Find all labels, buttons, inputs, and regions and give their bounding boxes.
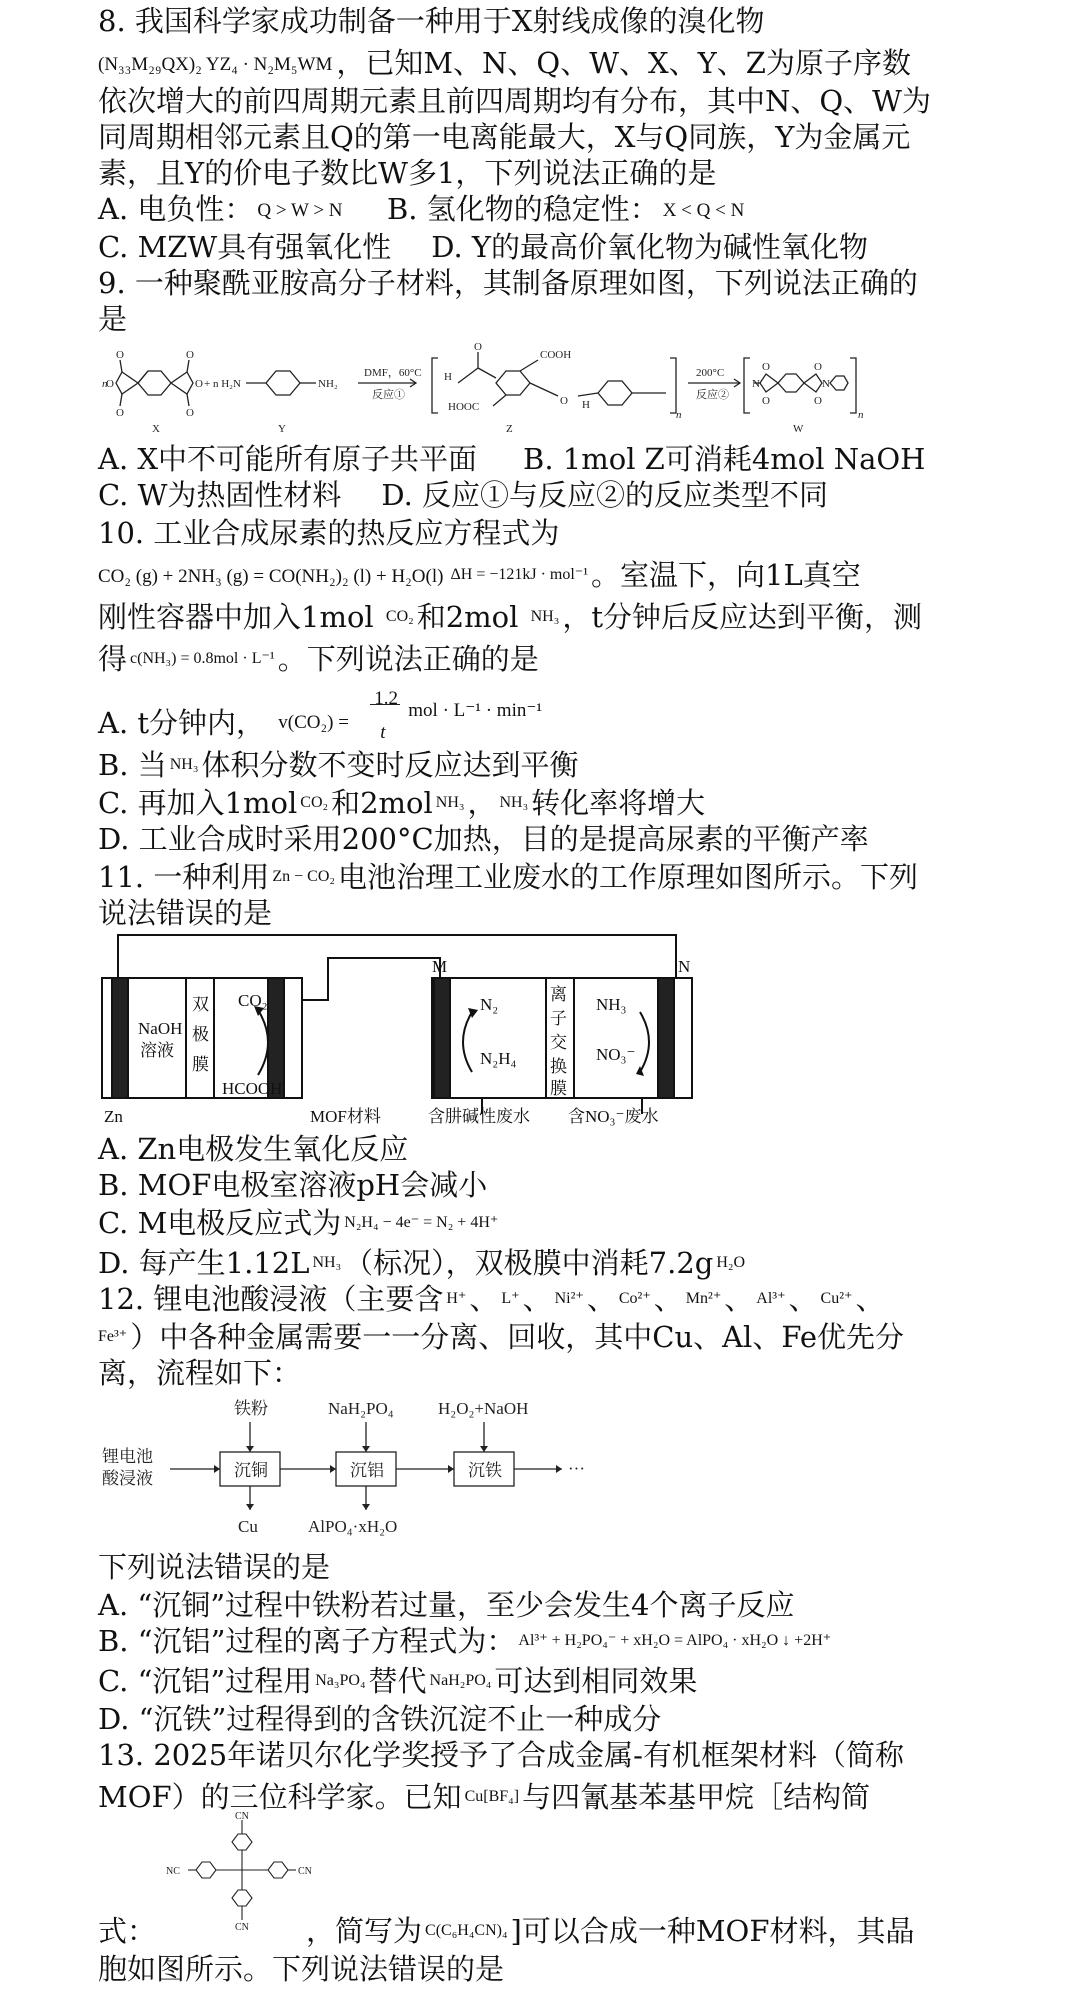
polyimide-reaction-figure — [98, 338, 864, 438]
alpo4-product-label: AlPO₄·xH₂O — [308, 1517, 398, 1536]
ion-membrane-char5: 膜 — [550, 1079, 567, 1098]
nah2po4-label: NaH₂PO₄ — [328, 1399, 394, 1418]
svg-text:O: O — [762, 361, 770, 373]
q13-stem-line4: 胞如图所示。下列说法错误的是 — [98, 1952, 505, 1986]
q13-stem-line3: 式： ，简写为 $^{C(C_6H_4CN)_4}$ ]可以合成一种MOF材料，其晶 — [98, 1914, 915, 1948]
q8-options-ab — [98, 190, 748, 230]
q8-stem-line5: 素，且Y的价电子数比W多1，下列说法正确的是 — [98, 156, 717, 190]
q12-stem-line1: 12. 锂电池酸浸液（主要含 $^{H^+}$ 、 $^{L^+}$ 、 $^{Ni^{2+}}$ 、 $^{Co^{2+}}$ 、 $^{Mn^{2+}}$ 、 $^{Al^{3+}}$ 、 $^{Cu^{2+}}$ 、 — [98, 1282, 885, 1316]
electrode-n-label: N — [678, 957, 691, 976]
q12-option-c: C. “沉铝”过程用 $^{Na_3PO_4}$ 替代 $^{NaH_2PO_4}$ 可达到相同效果 — [98, 1664, 698, 1698]
nitrate-waste-label: 含NO₃⁻废水 — [568, 1107, 659, 1126]
bipolar-membrane-char1: 双 — [192, 995, 209, 1014]
ion-membrane-char1: 离 — [550, 985, 567, 1004]
bipolar-membrane-char2: 极 — [192, 1025, 209, 1044]
q10-option-d: D. 工业合成时采用200°C加热，目的是提高尿素的平衡产率 — [98, 822, 869, 856]
q9-options-cd — [98, 476, 828, 514]
q11-option-d: D. 每产生1.12L $^{NH_3}$ （标况），双极膜中消耗7.2g $^{H_2O}$ — [98, 1246, 746, 1280]
q13-stem-line2: MOF）的三位科学家。已知 $^{Cu[BF_4]}$ 与四氰基苯基甲烷［结构简 — [98, 1780, 871, 1814]
ion-membrane-char4: 换 — [550, 1057, 567, 1076]
q8-option-c: C. MZW具有强氧化性 — [98, 230, 392, 264]
cn-right-label: CN — [298, 1866, 312, 1877]
q10-stem-line1: 10. 工业合成尿素的热反应方程式为 — [98, 516, 560, 550]
q9-option-c: C. W为热固性材料 — [98, 478, 342, 512]
cooh-label: COOH — [540, 349, 572, 361]
source-label-line2: 酸浸液 — [102, 1469, 153, 1488]
compound-z-label: Z — [506, 423, 513, 435]
q10-option-a: A. t分钟内， v(CO₂) = 1.2 t mol · L⁻¹ · min⁻¹ — [98, 688, 543, 743]
copper-precipitation-step: 沉铜 — [234, 1461, 268, 1480]
q11-stem-line1: 11. 一种利用 $^{Zn - CO_2}$ 电池治理工业废水的工作原理如图所示。下列 — [98, 860, 918, 894]
dmf-label: DMF，60°C — [364, 367, 422, 379]
q8-stem-line3: 依次增大的前四周期元素且前四周期均有分布，其中N、Q、W为 — [98, 84, 931, 118]
co2-label: CO₂ — [238, 991, 268, 1010]
svg-text:H: H — [444, 371, 452, 383]
hydrazine-waste-label: 含肼碱性废水 — [428, 1107, 530, 1126]
q12-stem-line2: $^{Fe^{3+}}$ ）中各种金属需要一一分离、回收，其中Cu、Al、Fe优先分 — [98, 1320, 905, 1354]
svg-text:N: N — [822, 378, 830, 390]
cn-top-label: CN — [235, 1811, 249, 1822]
q8-stem-line1: 8. 我国科学家成功制备一种用于X射线成像的溴化物 — [98, 4, 765, 38]
ion-membrane-char2: 子 — [550, 1009, 567, 1028]
q9-stem-line1: 9. 一种聚酰亚胺高分子材料，其制备原理如图，下列说法正确的 — [98, 266, 918, 300]
q11-option-a: A. Zn电极发生氧化反应 — [98, 1132, 409, 1166]
solution-label: 溶液 — [140, 1041, 174, 1060]
nh3-label: NH₃ — [596, 995, 627, 1014]
svg-text:O: O — [560, 395, 568, 407]
q11-stem-line2: 说法错误的是 — [98, 896, 273, 930]
svg-text:O: O — [474, 341, 482, 353]
temp-label: 200°C — [696, 367, 725, 379]
q10-stem-line2: CO₂ (g) + 2NH₃ (g) = CO(NH₂)₂ (l) + H₂O(l) $^{\Delta H = -121kJ \cdot mol^{-1}}$ 。室温下，向1L真空 — [98, 558, 861, 592]
q12-ask: 下列说法错误的是 — [98, 1550, 331, 1584]
q10-stem-line4: 得 $^{c(NH_3) = 0.8mol \cdot L^{-1}}$ 。下列说法正确的是 — [98, 642, 539, 676]
svg-text:O: O — [106, 378, 114, 390]
hcooh-label: HCOOH — [222, 1079, 283, 1098]
n-label: n — [102, 378, 108, 390]
q12-option-b: B. “沉铝”过程的离子方程式为： $^{Al^{3+} + H_2PO_4^- + xH_2O = AlPO_4 \cdot xH_2O ↓ +2H^+}$ — [98, 1624, 832, 1658]
q12-stem-line3: 离，流程如下： — [98, 1356, 302, 1390]
q10-enthalpy: ΔH = −121kJ · mol⁻¹ — [450, 566, 589, 583]
n2h4-label: N₂H₄ — [480, 1049, 517, 1068]
svg-text:O: O — [814, 395, 822, 407]
q10-option-c: C. 再加入1mol $^{CO_2}$ 和2mol $^{NH_3}$ ， $^{NH_3}$ 转化率将增大 — [98, 786, 706, 820]
q9-stem-line2: 是 — [98, 302, 128, 336]
nh2-label: NH₂ — [318, 378, 338, 390]
reaction1-label: 反应① — [372, 389, 405, 401]
continuation-dots: ··· — [568, 1459, 585, 1478]
svg-text:O: O — [814, 361, 822, 373]
q10-option-b: B. 当 $^{NH_3}$ 体积分数不变时反应达到平衡 — [98, 748, 579, 782]
nc-left-label: NC — [166, 1866, 180, 1877]
svg-text:H: H — [582, 399, 590, 411]
cu-product-label: Cu — [238, 1517, 258, 1536]
svg-text:N: N — [752, 378, 760, 390]
svg-text:O: O — [116, 407, 124, 419]
q10-nh3-concentration: c(NH₃) = 0.8mol · L⁻¹ — [130, 650, 275, 667]
q11-option-b: B. MOF电极室溶液pH会减小 — [98, 1168, 488, 1202]
mof-label: MOF材料 — [310, 1107, 381, 1126]
q8-stem-line2 — [98, 44, 911, 84]
q8-option-a: A. 电负性： Q > W > N — [98, 192, 343, 226]
svg-text:O: O — [186, 349, 194, 361]
q9-option-d: D. 反应①与反应②的反应类型不同 — [381, 478, 829, 512]
q9-options-ab — [98, 440, 925, 478]
svg-text:n: n — [676, 409, 682, 421]
q12-option-d: D. “沉铁”过程得到的含铁沉淀不止一种成分 — [98, 1702, 662, 1736]
compound-w-label: W — [793, 423, 804, 435]
q8-option-d: D. Y的最高价氧化物为碱性氧化物 — [431, 230, 869, 264]
q8-formula: (N₃₃M₂₉QX)₂ YZ₄ · N₂M₅WM — [98, 54, 333, 75]
zn-label: Zn — [104, 1107, 123, 1126]
q8-option-b: B. 氢化物的稳定性： X < Q < N — [386, 192, 745, 226]
plus-h2n: + n H₂N — [204, 378, 241, 390]
bipolar-membrane-char3: 膜 — [192, 1055, 209, 1074]
q9-option-a: A. X中不可能所有原子共平面 — [98, 442, 478, 476]
q10-equation: CO₂ (g) + 2NH₃ (g) = CO(NH₂)₂ (l) + H₂O(l) — [98, 566, 444, 587]
o-label: O — [116, 349, 124, 361]
source-label-line1: 锂电池 — [102, 1447, 153, 1466]
hooc-label: HOOC — [448, 401, 480, 413]
q9-option-b: B. 1mol Z可消耗4mol NaOH — [523, 442, 926, 476]
q8-stem-line4: 同周期相邻元素且Q的第一电离能最大，X与Q同族，Y为金属元 — [98, 120, 911, 154]
no3-label: NO₃⁻ — [596, 1045, 636, 1064]
q10-stem-line3: 刚性容器中加入1mol $^{CO_2}$ 和2mol $^{NH_3}$ ，t分钟后反应达到平衡，测 — [98, 600, 922, 634]
compound-x-label: X — [152, 423, 160, 435]
q13-stem-line1: 13. 2025年诺贝尔化学奖授予了合成金属-有机框架材料（简称 — [98, 1738, 904, 1772]
svg-text:O: O — [195, 378, 203, 390]
h2o2-naoh-label: H₂O₂+NaOH — [438, 1399, 529, 1418]
q8-stem-text: ，已知M、N、Q、W、X、Y、Z为原子序数 — [336, 46, 911, 80]
n2-label: N₂ — [480, 995, 499, 1014]
iron-powder-label: 铁粉 — [234, 1399, 268, 1418]
reaction2-label: 反应② — [696, 389, 729, 401]
naoh-label: NaOH — [138, 1019, 183, 1038]
iron-precipitation-step: 沉铁 — [468, 1461, 502, 1480]
compound-y-label: Y — [278, 423, 286, 435]
ion-membrane-char3: 交 — [550, 1033, 567, 1052]
q8-options-cd — [98, 228, 868, 266]
electrode-m-label: M — [432, 957, 448, 976]
cn-bottom-label: CN — [235, 1922, 249, 1933]
q12-option-a: A. “沉铜”过程中铁粉若过量，至少会发生4个离子反应 — [98, 1588, 795, 1622]
q11-option-c: C. M电极反应式为 $^{N_2H_4 - 4e^- = N_2 + 4H^+}$ — [98, 1206, 499, 1240]
svg-text:n: n — [858, 409, 864, 421]
separation-flowchart — [98, 1392, 618, 1544]
svg-text:O: O — [186, 407, 194, 419]
svg-text:O: O — [762, 395, 770, 407]
zn-co2-battery-figure — [98, 930, 698, 1130]
aluminum-precipitation-step: 沉铝 — [350, 1461, 384, 1480]
